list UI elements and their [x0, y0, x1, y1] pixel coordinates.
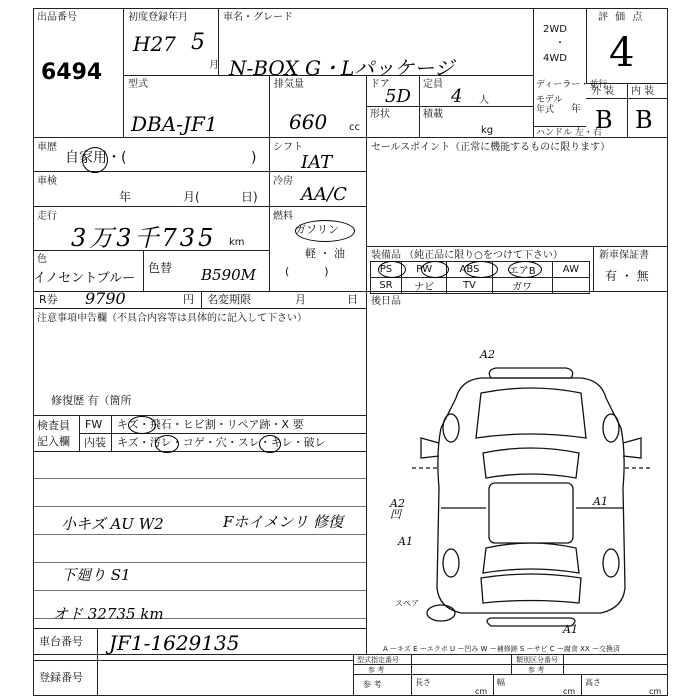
yogore-circle	[155, 435, 179, 453]
inspector-row1: キズ・飛石・ヒビ割・リペア跡・X 要	[117, 418, 304, 431]
ps-circle	[378, 261, 406, 278]
fuel-circle	[295, 220, 355, 242]
length-label: 長さ	[415, 678, 431, 687]
reg-label: 初度登録年月	[128, 12, 188, 23]
ext-value: B	[595, 106, 613, 134]
model-label: 型式	[128, 79, 148, 90]
ref-label-1: 参 考	[368, 666, 385, 674]
ref-label-3: 参 考	[363, 680, 382, 689]
reg-month: 5	[191, 30, 205, 55]
fuel-label: 燃料	[273, 211, 293, 222]
load-unit: kg	[481, 125, 494, 136]
remark-4: オド 32735 km	[53, 605, 164, 623]
equip-pw: PW	[401, 262, 446, 278]
model-year-label: モデル 年式	[536, 95, 563, 115]
kizu-circle	[128, 416, 156, 434]
seat-value: 4	[451, 86, 463, 107]
inspector-fw: FW	[85, 418, 103, 431]
mileage-unit: km	[229, 237, 245, 248]
int-value: B	[635, 106, 653, 134]
sure-circle	[259, 435, 281, 453]
load-label: 積載	[423, 109, 443, 120]
equip-label: 装備品 （純正品に限り○をつけて下さい）	[371, 250, 563, 261]
pw-circle	[421, 261, 449, 278]
equip-abs: ABS	[447, 262, 492, 278]
warranty-value: 有 ・ 無	[605, 269, 649, 283]
equip-aw: AW	[552, 262, 589, 278]
shape-label: 形状	[370, 109, 390, 120]
model-year-unit: 年	[571, 104, 581, 115]
airbag-circle	[508, 261, 542, 278]
postfit-label: 後日品	[371, 296, 401, 307]
name-change-day: 日	[347, 293, 358, 306]
plate-label: 登録番号	[39, 671, 83, 684]
mileage-value: 3万3千735	[71, 224, 217, 252]
abs-circle	[464, 261, 498, 278]
seat-label: 定員	[423, 79, 443, 90]
spare-label: スペア	[395, 599, 419, 608]
int-label: 内 装	[631, 86, 655, 97]
auction-sheet	[33, 8, 668, 696]
score-value: 4	[609, 30, 635, 76]
door-value: 5D	[385, 86, 411, 107]
width-label: 幅	[497, 678, 505, 687]
equip-sr: SR	[371, 278, 402, 294]
drive-4wd: 4WD	[543, 53, 567, 64]
equip-gawa: ガワ	[492, 278, 552, 294]
notes-label: 注意事項申告欄（不具合内容等は具体的に記入して下さい）	[37, 313, 307, 324]
mark-a1-rear: A1	[563, 623, 578, 636]
inspector-row2: キズ・汚レ・コゲ・穴・スレ・キレ・破レ	[117, 436, 326, 449]
model-value: DBA-JF1	[131, 112, 218, 136]
mark-a1-right: A1	[593, 495, 608, 508]
handle-label: ハンドル 左・右	[536, 128, 602, 138]
mileage-label: 走行	[37, 211, 57, 222]
color-label: 色	[37, 254, 47, 265]
ac-value: AA/C	[301, 184, 347, 205]
history-close: )	[251, 150, 257, 166]
drive-dot: ・	[555, 38, 565, 49]
repair-label: 修復歴 有（箇所	[51, 394, 132, 407]
lot-label: 出品番号	[37, 12, 77, 23]
history-label: 車歴	[37, 142, 57, 153]
remark-2: Fホイメンリ 修復	[223, 513, 344, 531]
inspect-label: 車検	[37, 176, 57, 187]
reg-year: H27	[133, 32, 176, 56]
equip-navi: ナビ	[401, 278, 446, 294]
history-circle	[82, 147, 108, 173]
fuel-gas: ガソリン	[295, 223, 339, 236]
mark-a1-left: A1	[398, 535, 413, 548]
warranty-label: 新車保証書	[599, 250, 649, 261]
height-label: 高さ	[585, 678, 601, 687]
width-unit: cm	[563, 687, 576, 696]
ref-label-2: 参 考	[528, 666, 545, 674]
name-label: 車名・グレード	[223, 12, 293, 23]
mark-a2-top: A2	[480, 348, 495, 361]
inspector-label2: 記入欄	[37, 435, 70, 448]
ext-label: 外 装	[591, 86, 615, 97]
fuel-paren: ( )	[285, 265, 329, 278]
recycle-unit: 円	[183, 293, 194, 306]
recycle-label: R券	[39, 293, 58, 306]
equip-empty	[552, 278, 589, 294]
ac-label: 冷房	[273, 176, 293, 187]
damage-legend: A ーキズ E ーエクボ U ー凹み W ー補修跡 S ーサビ C ー腐食 XX ー交換済	[383, 645, 620, 653]
length-unit: cm	[475, 687, 488, 696]
inspector-label1: 検査員	[37, 419, 70, 432]
equip-tv: TV	[447, 278, 492, 294]
color-code: B590M	[201, 266, 257, 284]
name-change-month: 月	[295, 293, 306, 306]
spec-label: 型式指定番号	[357, 656, 399, 664]
shift-value: IAT	[301, 152, 333, 173]
dealer-label: ディーラー・並行	[536, 80, 608, 90]
name-change-label: 名変期限	[207, 293, 251, 306]
mark-a2-side: A2 凹	[390, 497, 405, 521]
color-change-label: 色替	[148, 261, 173, 275]
remark-1: 小キズ AU W2	[61, 515, 164, 533]
door-label: ドア	[370, 79, 390, 90]
car-name: N-BOX G・Lパッケージ	[229, 56, 454, 80]
disp-unit: cc	[349, 122, 360, 133]
cat-label: 類別区分番号	[516, 656, 558, 664]
reg-month-unit: 月	[209, 60, 219, 71]
color-value: イノセントブルー	[33, 271, 136, 286]
inspect-month: 月(	[183, 190, 200, 204]
car-body-diagram	[411, 358, 651, 628]
chassis-value: JF1-1629135	[109, 631, 240, 655]
remark-3: 下廻り S1	[61, 566, 131, 584]
inspect-year: 年	[119, 190, 132, 204]
height-unit: cm	[649, 687, 662, 696]
score-label: 評 価 点	[598, 12, 645, 23]
drive-2wd: 2WD	[543, 24, 567, 35]
equip-ps: PS	[371, 262, 402, 278]
shift-label: シフト	[273, 142, 303, 153]
sales-label: セールスポイント（正常に機能するものに限ります）	[371, 142, 611, 153]
disp-label: 排気量	[274, 79, 304, 90]
recycle-value: 9790	[85, 289, 126, 308]
lot-number: 6494	[41, 60, 103, 85]
chassis-label: 車台番号	[39, 635, 83, 648]
history-value: 自家用・(	[65, 150, 127, 166]
seat-unit: 人	[479, 95, 489, 106]
inspect-day: 日)	[241, 190, 258, 204]
equip-airbag: エアB	[492, 262, 552, 278]
inspector-int: 内装	[84, 436, 106, 449]
disp-value: 660	[289, 110, 328, 134]
fuel-light: 軽 ・ 油	[305, 247, 345, 260]
